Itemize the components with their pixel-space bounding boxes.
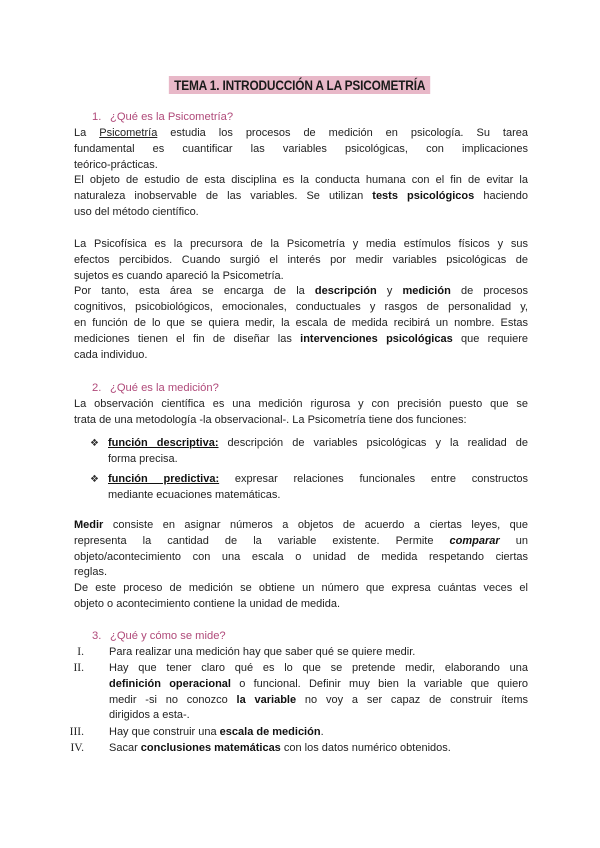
text-run: con los datos numérico obtenidos.	[280, 742, 451, 754]
list-item-body	[108, 436, 528, 468]
text-line: La Psicofísica es la precursora de la Psicometría y media estímulos físicos y sus	[74, 238, 528, 250]
text-line: teórico-prácticas.	[74, 158, 158, 171]
text-run: estudia los procesos de medición en psicología. Su tarea	[157, 127, 529, 139]
page-title: TEMA 1. INTRODUCCIÓN A LA PSICOMETRÍA	[169, 76, 431, 94]
text-run: medir -si no conozco	[109, 693, 237, 706]
text-line: De este proceso de medición se obtiene un número que expresa cuántas veces el	[74, 582, 528, 595]
text-run: consiste en asignar números a objetos de acuerdo a ciertas leyes, que	[103, 519, 528, 531]
text-line	[74, 284, 528, 300]
section-1-number: 1.	[92, 111, 102, 123]
text-run: expresar relaciones funcionales entre constructos	[219, 473, 528, 485]
text-run: representa la cantidad de la variable existente. Permite	[74, 534, 450, 547]
text-line: La observación científica es una medición rigurosa y con precisión puesto que se	[74, 398, 528, 410]
text-line: objeto o acontecimiento contiene la unidad de medida.	[74, 597, 341, 610]
text-line	[109, 741, 528, 757]
diamond-bullet-icon: ❖	[90, 474, 99, 485]
text-line: forma precisa.	[108, 452, 178, 465]
diamond-bullet-icon: ❖	[90, 438, 99, 449]
text-line	[108, 472, 528, 488]
text-line: objeto/acontecimiento con una escala o unidad de medida respetando ciertas	[74, 550, 528, 563]
text-line	[108, 436, 528, 452]
text-line: fundamental es cuantificar las variables psicológicas, con implicaciones	[74, 142, 528, 155]
bold-term: intervenciones psicológicas	[300, 332, 453, 345]
roman-numeral: I.	[77, 646, 84, 658]
section-1-heading	[92, 110, 233, 125]
bullet-label: función descriptiva:	[108, 437, 219, 449]
list-item-body	[109, 725, 528, 741]
section-1-title: ¿Qué es la Psicometría?	[110, 111, 234, 123]
text-line	[74, 518, 528, 534]
text-run: descripción de variables psicológicas y la realidad de	[218, 437, 528, 449]
text-run: .	[320, 726, 324, 738]
text-line: dirigidos a esta-.	[109, 709, 190, 722]
section-1-paragraph-2	[74, 237, 528, 363]
section-2-paragraph-1	[74, 397, 528, 429]
list-item-body	[109, 741, 528, 757]
text-run: Por tanto, esta área se encarga de la	[74, 285, 315, 298]
section-3-number: 3.	[92, 630, 102, 642]
text-line: uso del método científico.	[74, 205, 199, 218]
roman-numeral: II.	[73, 662, 84, 674]
section-1-paragraph-1	[74, 126, 528, 221]
text-line: cognitivos, psicobiológicos, emocionales, conductuales y rasgos de personalidad y,	[74, 301, 528, 314]
underlined-term: Psicometría	[99, 127, 158, 139]
text-run: La	[74, 127, 100, 139]
text-line	[74, 332, 528, 348]
bold-term: la variable	[236, 693, 297, 706]
bold-term: escala de medición	[219, 726, 321, 738]
text-run: no voy a ser capaz de construir ítems	[296, 693, 528, 706]
bold-term: conclusiones matemáticas	[140, 742, 281, 754]
title-container	[0, 76, 600, 95]
text-line	[74, 189, 528, 205]
text-line: Hay que tener claro qué es lo que se pretende medir, elaborando una	[109, 662, 528, 674]
text-line: mediante ecuaciones matemáticas.	[108, 488, 281, 501]
section-2-paragraph-2	[74, 518, 528, 613]
text-run: Hay que construir una	[109, 726, 220, 738]
bold-term: tests psicológicos	[372, 190, 475, 203]
bold-term: medición	[402, 285, 451, 298]
text-line: Para realizar una medición hay que saber qué se quiere medir.	[109, 646, 416, 658]
roman-numeral: IV.	[70, 742, 84, 754]
text-run: mediciones tienen el fin de diseñar las	[74, 332, 301, 345]
bold-italic-term: comparar	[449, 534, 500, 547]
bold-term: descripción	[314, 285, 377, 298]
section-2-number: 2.	[92, 382, 102, 394]
text-line: reglas.	[74, 566, 108, 579]
text-line	[109, 693, 528, 709]
section-2-heading	[92, 381, 219, 396]
text-line: trata de una metodología -la observacional-. La Psicometría tiene dos funciones:	[74, 413, 467, 426]
text-line: sujetos es cuando apareció la Psicometría.	[74, 269, 284, 282]
section-2-title: ¿Qué es la medición?	[110, 382, 219, 394]
list-item-body	[108, 472, 528, 504]
text-run: naturaleza inobservable de las variables. Se utilizan	[74, 190, 373, 203]
section-3-title: ¿Qué y cómo se mide?	[110, 630, 226, 642]
text-line: en función de lo que se quiera medir, la escala de medida recibirá un nombre. Estas	[74, 316, 528, 329]
text-run: o funcional. Definir muy bien la variable que quiero	[230, 677, 528, 690]
text-line	[74, 534, 528, 550]
text-line: El objeto de estudio de esta disciplina es la conducta humana con el fin de evitar la	[74, 174, 528, 187]
roman-numeral: III.	[69, 726, 84, 738]
text-run: que requiere	[452, 332, 528, 345]
bold-term: definición operacional	[109, 677, 231, 690]
text-line	[74, 126, 528, 142]
text-run: haciendo	[474, 190, 528, 203]
list-item-body	[109, 645, 528, 661]
text-run: de procesos	[450, 285, 528, 298]
text-run: Sacar	[109, 742, 141, 754]
section-3-heading	[92, 629, 226, 644]
list-item-body	[109, 661, 528, 724]
text-run: y	[376, 285, 403, 298]
bullet-label: función predictiva:	[108, 473, 220, 485]
text-line	[109, 725, 528, 741]
bold-term: Medir	[74, 519, 104, 531]
text-line: efectos percibidos. Cuando surgió el interés por medir variables psicológicas de	[74, 253, 528, 266]
text-run: un	[499, 534, 528, 547]
text-line: cada individuo.	[74, 348, 148, 361]
text-line	[109, 677, 528, 693]
